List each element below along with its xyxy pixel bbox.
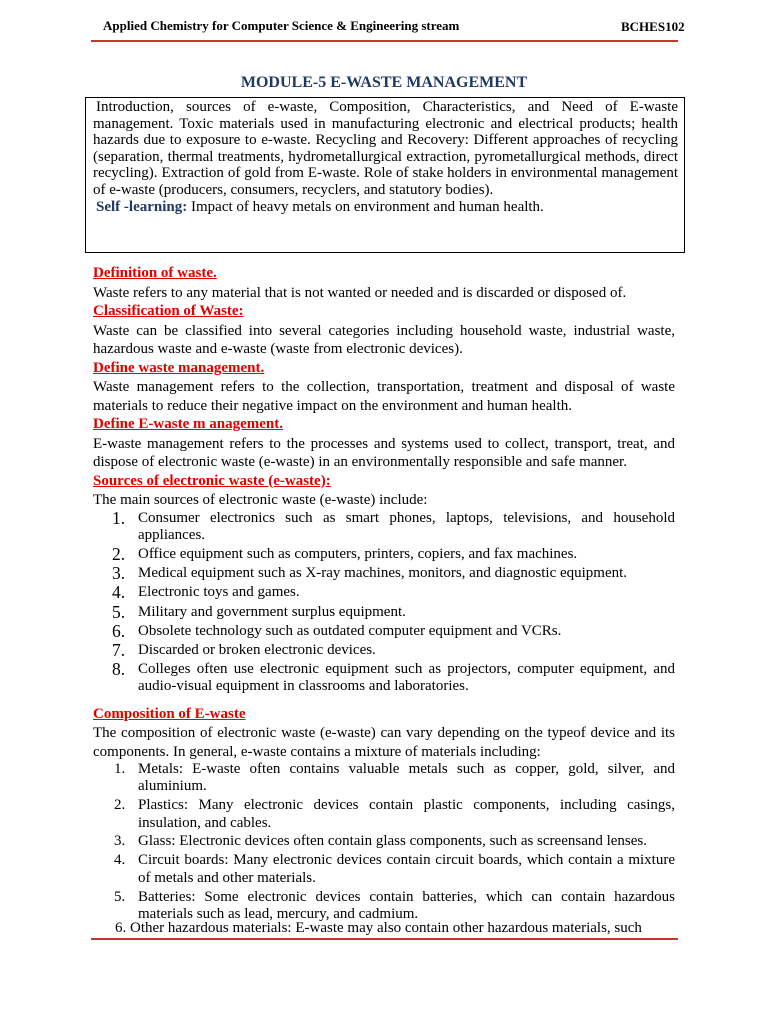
sources-of-e-waste-intro: The main sources of electronic waste (e-waste) include: bbox=[93, 492, 428, 508]
list-text: Electronic toys and games. bbox=[138, 584, 300, 601]
list-text: Circuit boards: Many electronic devices contain circuit boards, which contain a mixture of metals and other materials. bbox=[138, 852, 675, 886]
definition-of-waste-text: Waste refers to any material that is not wanted or needed and is discarded or disposed of. bbox=[93, 284, 627, 301]
sources-list bbox=[93, 507, 675, 696]
list-text: Glass: Electronic devices often contain glass components, such as screensand lenses. bbox=[138, 833, 648, 850]
list-number: 1. bbox=[112, 507, 126, 528]
list-item bbox=[93, 833, 675, 850]
content-body bbox=[93, 264, 675, 925]
heading-define-e-waste-management: Define E-waste m anagement. bbox=[93, 416, 283, 432]
list-number: 3. bbox=[112, 563, 126, 584]
list-item bbox=[93, 507, 675, 545]
list-text: Plastics: Many electronic devices contain plastic components, including casings, insulation, and cables. bbox=[138, 797, 675, 831]
list-item bbox=[93, 889, 675, 924]
list-item bbox=[93, 620, 675, 641]
list-number: 7. bbox=[112, 639, 126, 660]
list-number: 6. bbox=[112, 620, 126, 641]
header-course-title: Applied Chemistry for Computer Science & Engineering stream bbox=[103, 18, 460, 33]
list-text: Consumer electronics such as smart phones, laptops, televisions, and household appliances. bbox=[138, 509, 675, 543]
list-item bbox=[93, 639, 675, 660]
composition-item-6-partial: 6. Other hazardous materials: E-waste may also contain other hazardous materials, such bbox=[115, 920, 642, 936]
list-number: 4. bbox=[112, 582, 126, 603]
list-item bbox=[93, 852, 675, 887]
list-text: Office equipment such as computers, printers, copiers, and fax machines. bbox=[138, 545, 578, 562]
list-number: 4. bbox=[114, 852, 126, 869]
header-divider bbox=[91, 40, 678, 42]
list-item bbox=[93, 543, 675, 564]
list-text: Military and government surplus equipment. bbox=[138, 603, 406, 620]
self-learning-label: Self -learning: bbox=[96, 199, 188, 215]
list-item bbox=[93, 601, 675, 622]
list-item bbox=[93, 565, 675, 582]
list-number: 2. bbox=[112, 543, 126, 564]
heading-composition-of-e-waste: Composition of E-waste bbox=[93, 705, 246, 722]
list-item bbox=[93, 584, 675, 601]
list-text: Metals: E-waste often contains valuable metals such as copper, gold, silver, and aluminium. bbox=[138, 761, 675, 795]
classification-of-waste-text: Waste can be classified into several categories including household waste, industrial waste, hazardous waste and e-waste (waste from electronic devices). bbox=[93, 322, 675, 357]
list-item bbox=[93, 661, 675, 696]
composition-list bbox=[93, 761, 675, 923]
heading-definition-of-waste: Definition of waste. bbox=[93, 265, 217, 281]
list-item bbox=[93, 797, 675, 832]
list-number: 1. bbox=[114, 761, 126, 778]
list-number: 5. bbox=[112, 601, 126, 622]
list-text: Discarded or broken electronic devices. bbox=[138, 641, 376, 658]
heading-sources-of-e-waste: Sources of electronic waste (e-waste): bbox=[93, 472, 331, 489]
list-number: 5. bbox=[114, 888, 126, 905]
heading-classification-of-waste: Classification of Waste: bbox=[93, 303, 244, 319]
define-e-waste-management-text: E-waste management refers to the processes and systems used to collect, transport, treat, and dispose of electronic waste (e-waste) in an environmentally responsible and safe manner. bbox=[93, 435, 675, 470]
composition-intro: The composition of electronic waste (e-waste) can vary depending on the typeof device and its components. In general, e-waste contains a mixture of materials including: bbox=[93, 725, 675, 760]
header-course-code: BCHES102 bbox=[621, 19, 685, 34]
list-text: Obsolete technology such as outdated computer equipment and VCRs. bbox=[138, 622, 562, 639]
list-number: 2. bbox=[114, 797, 126, 814]
self-learning-text: Impact of heavy metals on environment and human health. bbox=[187, 199, 544, 215]
module-title: MODULE-5 E-WASTE MANAGEMENT bbox=[240, 74, 528, 91]
define-waste-management-text: Waste management refers to the collection, transportation, treatment and disposal of waste materials to reduce their negative impact on the environment and human health. bbox=[93, 379, 675, 414]
footer-divider bbox=[91, 938, 678, 940]
syllabus-intro: Introduction, sources of e-waste, Composition, Characteristics, and Need of E-waste management. Toxic materials used in manufacturing electronic and electrical products; health hazards due to exposure to e-waste. Recycling and Recovery: Different approaches of recycling (separation, thermal treatments, hydrometallurgical extraction, pyrometallurgical methods, direct recycling). Extraction of gold from E-waste. Role of stake holders in environmental management of e-waste (producers, consumers, recyclers, and statutory bodies). bbox=[93, 99, 678, 198]
section-gap bbox=[93, 698, 675, 705]
syllabus-box bbox=[85, 97, 685, 253]
list-text: Colleges often use electronic equipment such as projectors, computer equipment, and audio-visual equipment in classrooms and laboratories. bbox=[138, 661, 675, 695]
list-text: Batteries: Some electronic devices contain batteries, which can contain hazardous materials such as lead, mercury, and cadmium. bbox=[138, 888, 675, 922]
self-learning-line bbox=[93, 199, 678, 216]
list-text: Medical equipment such as X-ray machines, monitors, and diagnostic equipment. bbox=[138, 565, 628, 582]
heading-define-waste-management: Define waste management. bbox=[93, 359, 265, 376]
list-number: 3. bbox=[114, 833, 126, 850]
list-item bbox=[93, 761, 675, 796]
list-number: 8. bbox=[112, 659, 126, 680]
